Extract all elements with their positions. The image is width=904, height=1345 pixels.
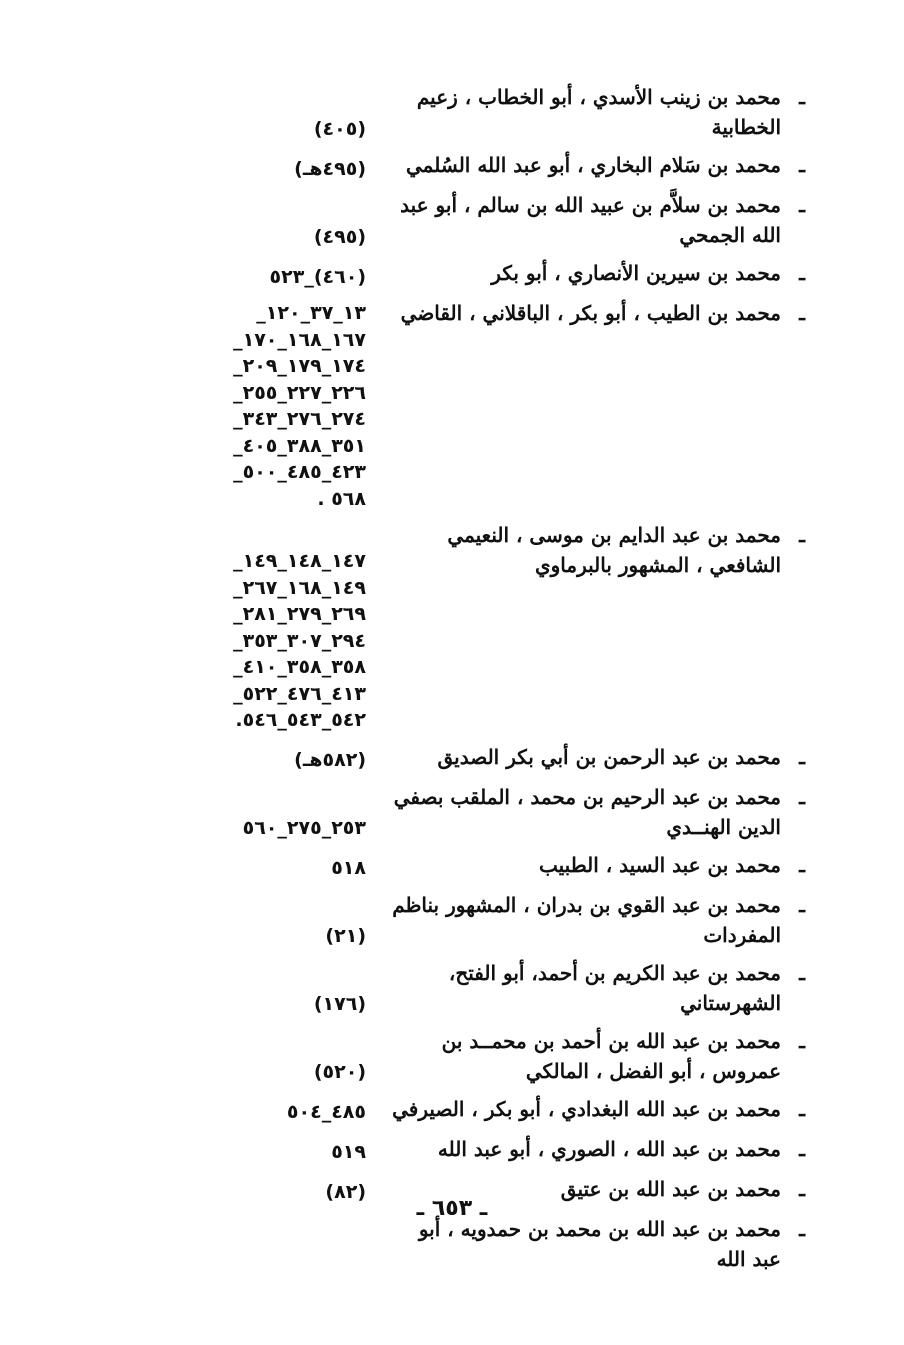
page-ref-line: ٤٨٥_٥٠٤ [286,1101,366,1123]
page-ref-line: ٥١٨ [331,857,366,879]
entry-page-refs [110,747,386,774]
page-ref-line: ٢٦٩_٢٧٩_٢٨١_ [233,603,366,625]
entry-dash: ـ [799,892,805,917]
page-ref-line: ٣٥٨_٣٥٨_٤١٠_ [233,656,366,678]
index-entry [110,188,805,250]
entry-name: محمد بن عبد الله بن عتيق [560,1176,781,1201]
page-ref-line: ١٤٧_١٤٨_١٤٩_ [233,550,366,572]
entry-page-refs [110,116,386,143]
entry-dash: ـ [799,193,805,217]
entry-dash: ـ [799,784,805,809]
page-ref-line: (٢١) [325,925,366,947]
page-ref-line: (٤٩٥) [313,225,366,248]
entry-name: محمد بن عبد السيد ، الطبيب [538,852,781,877]
page-ref-line: ٢٢٦_٢٢٧_٢٥٥_ [233,381,366,404]
index-entry [110,518,805,734]
page-ref-line: ١٦٧_١٦٨_١٧٠_ [233,328,366,351]
entry-dash: ـ [799,523,805,547]
index-entry [110,148,805,182]
entry-name: محمد بن الطيب ، أبو بكر ، الباقلاني ، القاضي [400,301,781,325]
index-entry [110,1132,805,1166]
entry-name: محمد بن عبد الله ، الصوري ، أبو عبد الله [437,1136,781,1161]
entry-name: محمد بن عبد الدايم بن موسى ، النعيمي الشافعي ، المشهور بالبرماوي [447,523,781,577]
index-entry [110,780,805,842]
entry-page-refs [110,1059,386,1086]
page-ref-line: ١٣_٣٧_١٢٠_ [256,302,366,324]
entry-page-refs [110,1139,386,1166]
page-ref-line: ٤١٣_٤٧٦_٥٢٢_ [233,682,366,705]
index-entry [110,888,805,950]
entry-dash: ـ [799,301,805,325]
entry-dash: ـ [799,1096,805,1121]
entry-name: محمد بن زينب الأسدي ، أبو الخطاب ، زعيم الخطابية [416,85,781,139]
entry-dash: ـ [799,1216,805,1241]
page-ref-line: ٣٥١_٣٨٨_٤٠٥_ [233,434,366,457]
entry-dash: ـ [799,85,805,109]
page-ref-line: (٥٨٢هـ) [294,749,366,771]
page-ref-line: ٤٢٣_٤٨٥_٥٠٠_ [233,461,366,483]
page-ref-line: ٥٤٢_٥٤٣_٥٤٦. [235,709,366,731]
index-entry [110,296,805,512]
entry-dash: ـ [799,1176,805,1201]
page-ref-line: (٤٠٥) [313,117,366,140]
page-ref-line: ٢٥٣_٢٧٥_٥٦٠ [242,817,366,839]
entry-dash: ـ [799,960,805,985]
index-entry [110,1092,805,1126]
page-ref-line: ٥١٩ [331,1141,366,1163]
index-entries-list [110,80,805,1274]
page-ref-line: (٥٢٠) [313,1061,366,1083]
entry-name: محمد بن عبد الكريم بن أحمد، أبو الفتح، الشهرستاني [448,960,781,1015]
entry-page-refs [110,1099,386,1126]
index-entry [110,740,805,774]
entry-name: محمد بن سَلام البخاري ، أبو عبد الله السُلمي [406,153,781,177]
index-entry [110,256,805,290]
entry-page-refs [110,264,386,291]
entry-page-refs [110,991,386,1018]
entry-name: محمد بن عبد القوي بن بدران ، المشهور بناظم المفردات [392,892,781,947]
entry-page-refs [110,815,386,842]
index-entry [110,848,805,882]
index-entry [110,956,805,1018]
page-ref-line: ١٧٤_١٧٩_٢٠٩_ [233,355,366,377]
page-ref-line: (١٧٦) [313,993,366,1015]
page-ref-line: (٤٦٠)_٥٢٣ [269,265,366,288]
entry-name: محمد بن عبد الله بن محمد بن حمدويه ، أبو عبد الله [418,1216,781,1271]
entry-page-refs [110,296,386,512]
page-ref-line: ٢٩٤_٣٠٧_٣٥٣_ [233,629,366,652]
index-entry [110,1024,805,1086]
entry-page-refs [110,156,386,183]
page-ref-line: ١٤٩_١٦٨_٢٦٧_ [233,576,366,599]
entry-page-refs [110,855,386,882]
index-entry [110,80,805,142]
entry-name: محمد بن سيرين الأنصاري ، أبو بكر [491,261,781,285]
page-ref-line: ٥٦٨ . [317,487,366,510]
entry-name: محمد بن سلاَّم بن عبيد الله بن سالم ، أبو عبد الله الجمحي [400,193,781,247]
entry-dash: ـ [799,744,805,769]
entry-name: محمد بن عبد الله بن أحمد بن محمــد بن عمروس ، أبو الفضل ، المالكي [441,1028,781,1083]
entry-dash: ـ [799,261,805,285]
entry-name: محمد بن عبد الله البغدادي ، أبو بكر ، الصيرفي [392,1096,781,1121]
entry-page-refs [110,224,386,251]
entry-page-refs [110,923,386,950]
entry-dash: ـ [799,1136,805,1161]
page-number: ـ ٦٥٣ ـ [416,1196,488,1221]
entry-name: محمد بن عبد الرحيم بن محمد ، الملقب بصفي الدين الهنــدي [393,784,781,839]
page-ref-line: (٨٢) [325,1181,366,1203]
entry-dash: ـ [799,1028,805,1053]
entry-page-refs [110,518,386,734]
entry-dash: ـ [799,153,805,177]
page-ref-line: (٤٩٥هـ) [294,157,366,180]
entry-name: محمد بن عبد الرحمن بن أبي بكر الصديق [437,744,781,769]
page-ref-line: ٢٧٤_٢٧٦_٣٤٣_ [233,408,366,430]
entry-dash: ـ [799,852,805,877]
